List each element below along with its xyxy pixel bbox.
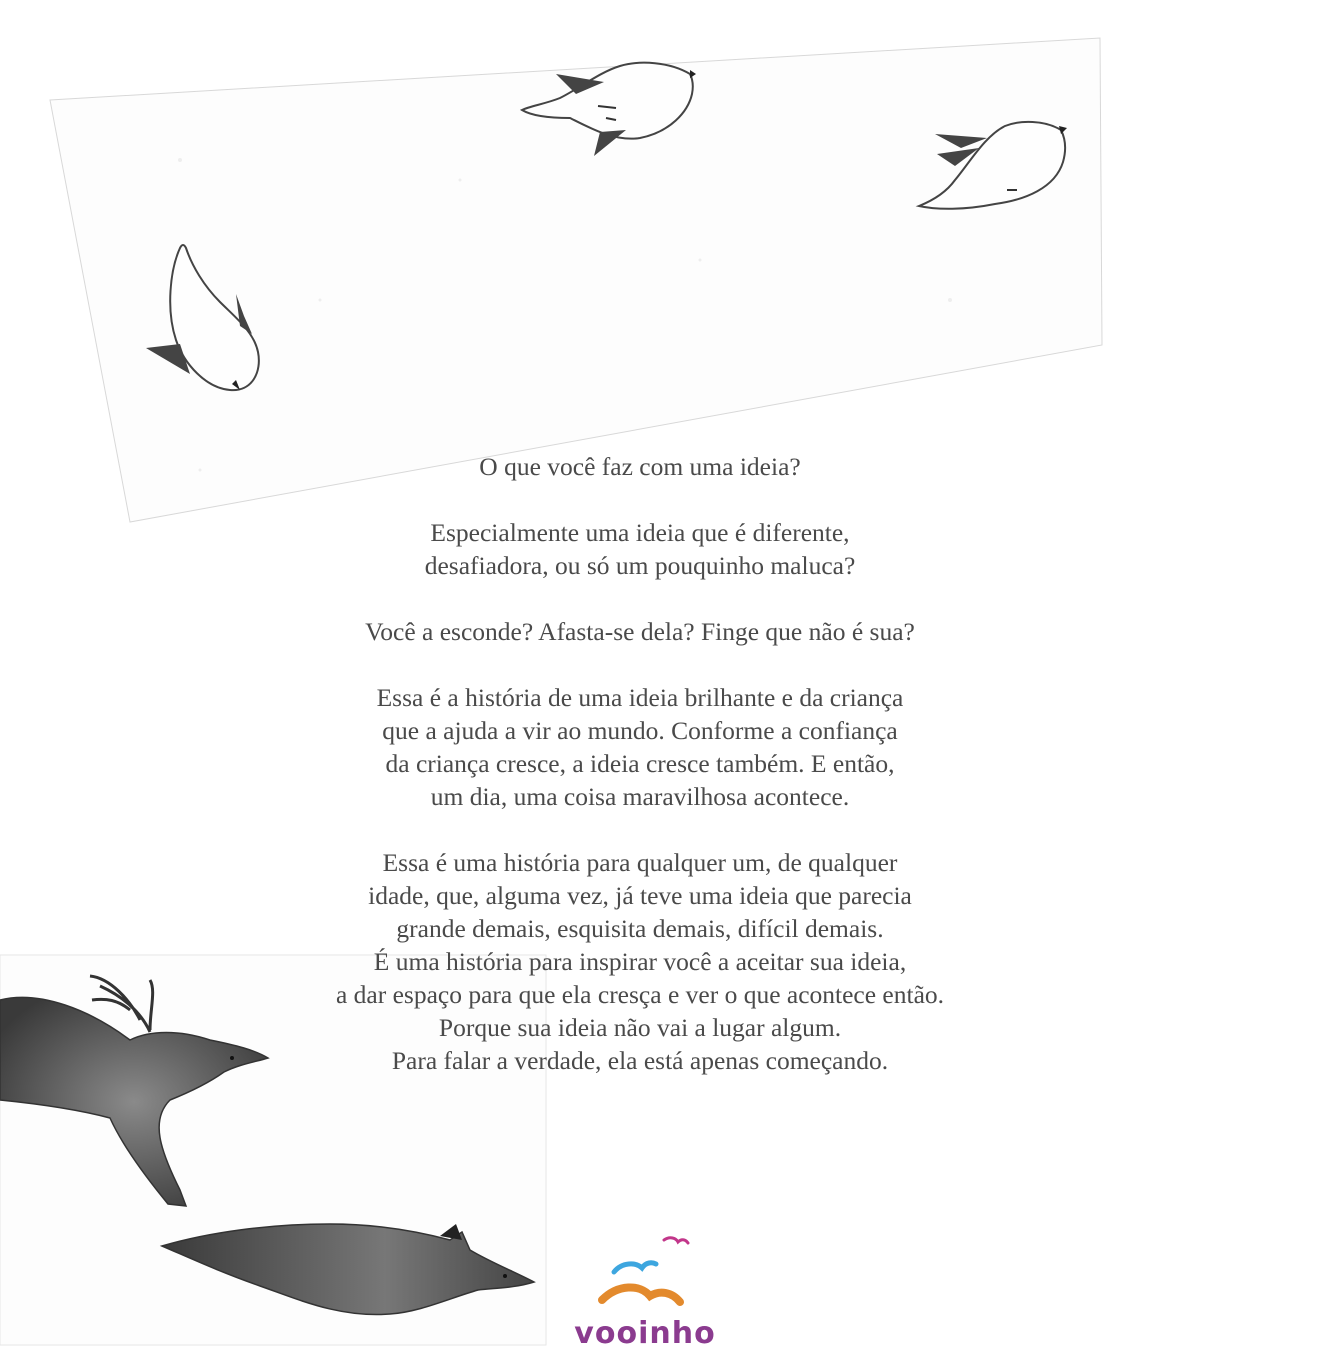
blurb-paragraph-4 <box>290 681 990 813</box>
blurb-line: grande demais, esquisita demais, difícil demais. <box>396 914 884 943</box>
blurb-line: desafiadora, ou só um pouquinho maluca? <box>424 551 856 580</box>
blurb-paragraph-2 <box>290 516 990 582</box>
blurb-line: um dia, uma coisa maravilhosa acontece. <box>430 782 850 811</box>
blurb-paragraph-3 <box>290 615 990 648</box>
blurb-line: O que você faz com uma ideia? <box>479 452 801 481</box>
blurb-line: que a ajuda a vir ao mundo. Conforme a confiança <box>382 716 898 745</box>
blurb-line: idade, que, alguma vez, já teve uma ideia que parecia <box>368 881 912 910</box>
blurb-line: a dar espaço para que ela cresça e ver o que acontece então. <box>335 980 945 1009</box>
blurb-line: Essa é a história de uma ideia brilhante e da criança <box>376 683 904 712</box>
vooinho-logo-icon <box>602 1238 688 1302</box>
blurb-paragraph-5 <box>290 846 990 1077</box>
blurb-line: Você a esconde? Afasta-se dela? Finge que não é sua? <box>365 617 915 646</box>
blurb-paragraph-1 <box>290 450 990 483</box>
publisher-logo-wordmark: vooinho <box>574 1316 716 1351</box>
blurb-line: Especialmente uma ideia que é diferente, <box>430 518 850 547</box>
back-cover-blurb <box>290 450 990 1110</box>
blurb-line: Porque sua ideia não vai a lugar algum. <box>438 1013 842 1042</box>
blurb-line: Para falar a verdade, ela está apenas começando. <box>391 1046 889 1075</box>
blurb-line: da criança cresce, a ideia cresce também. E então, <box>385 749 895 778</box>
publisher-logo <box>560 1316 730 1351</box>
blurb-line: É uma história para inspirar você a aceitar sua ideia, <box>373 947 907 976</box>
blurb-line: Essa é uma história para qualquer um, de qualquer <box>382 848 898 877</box>
